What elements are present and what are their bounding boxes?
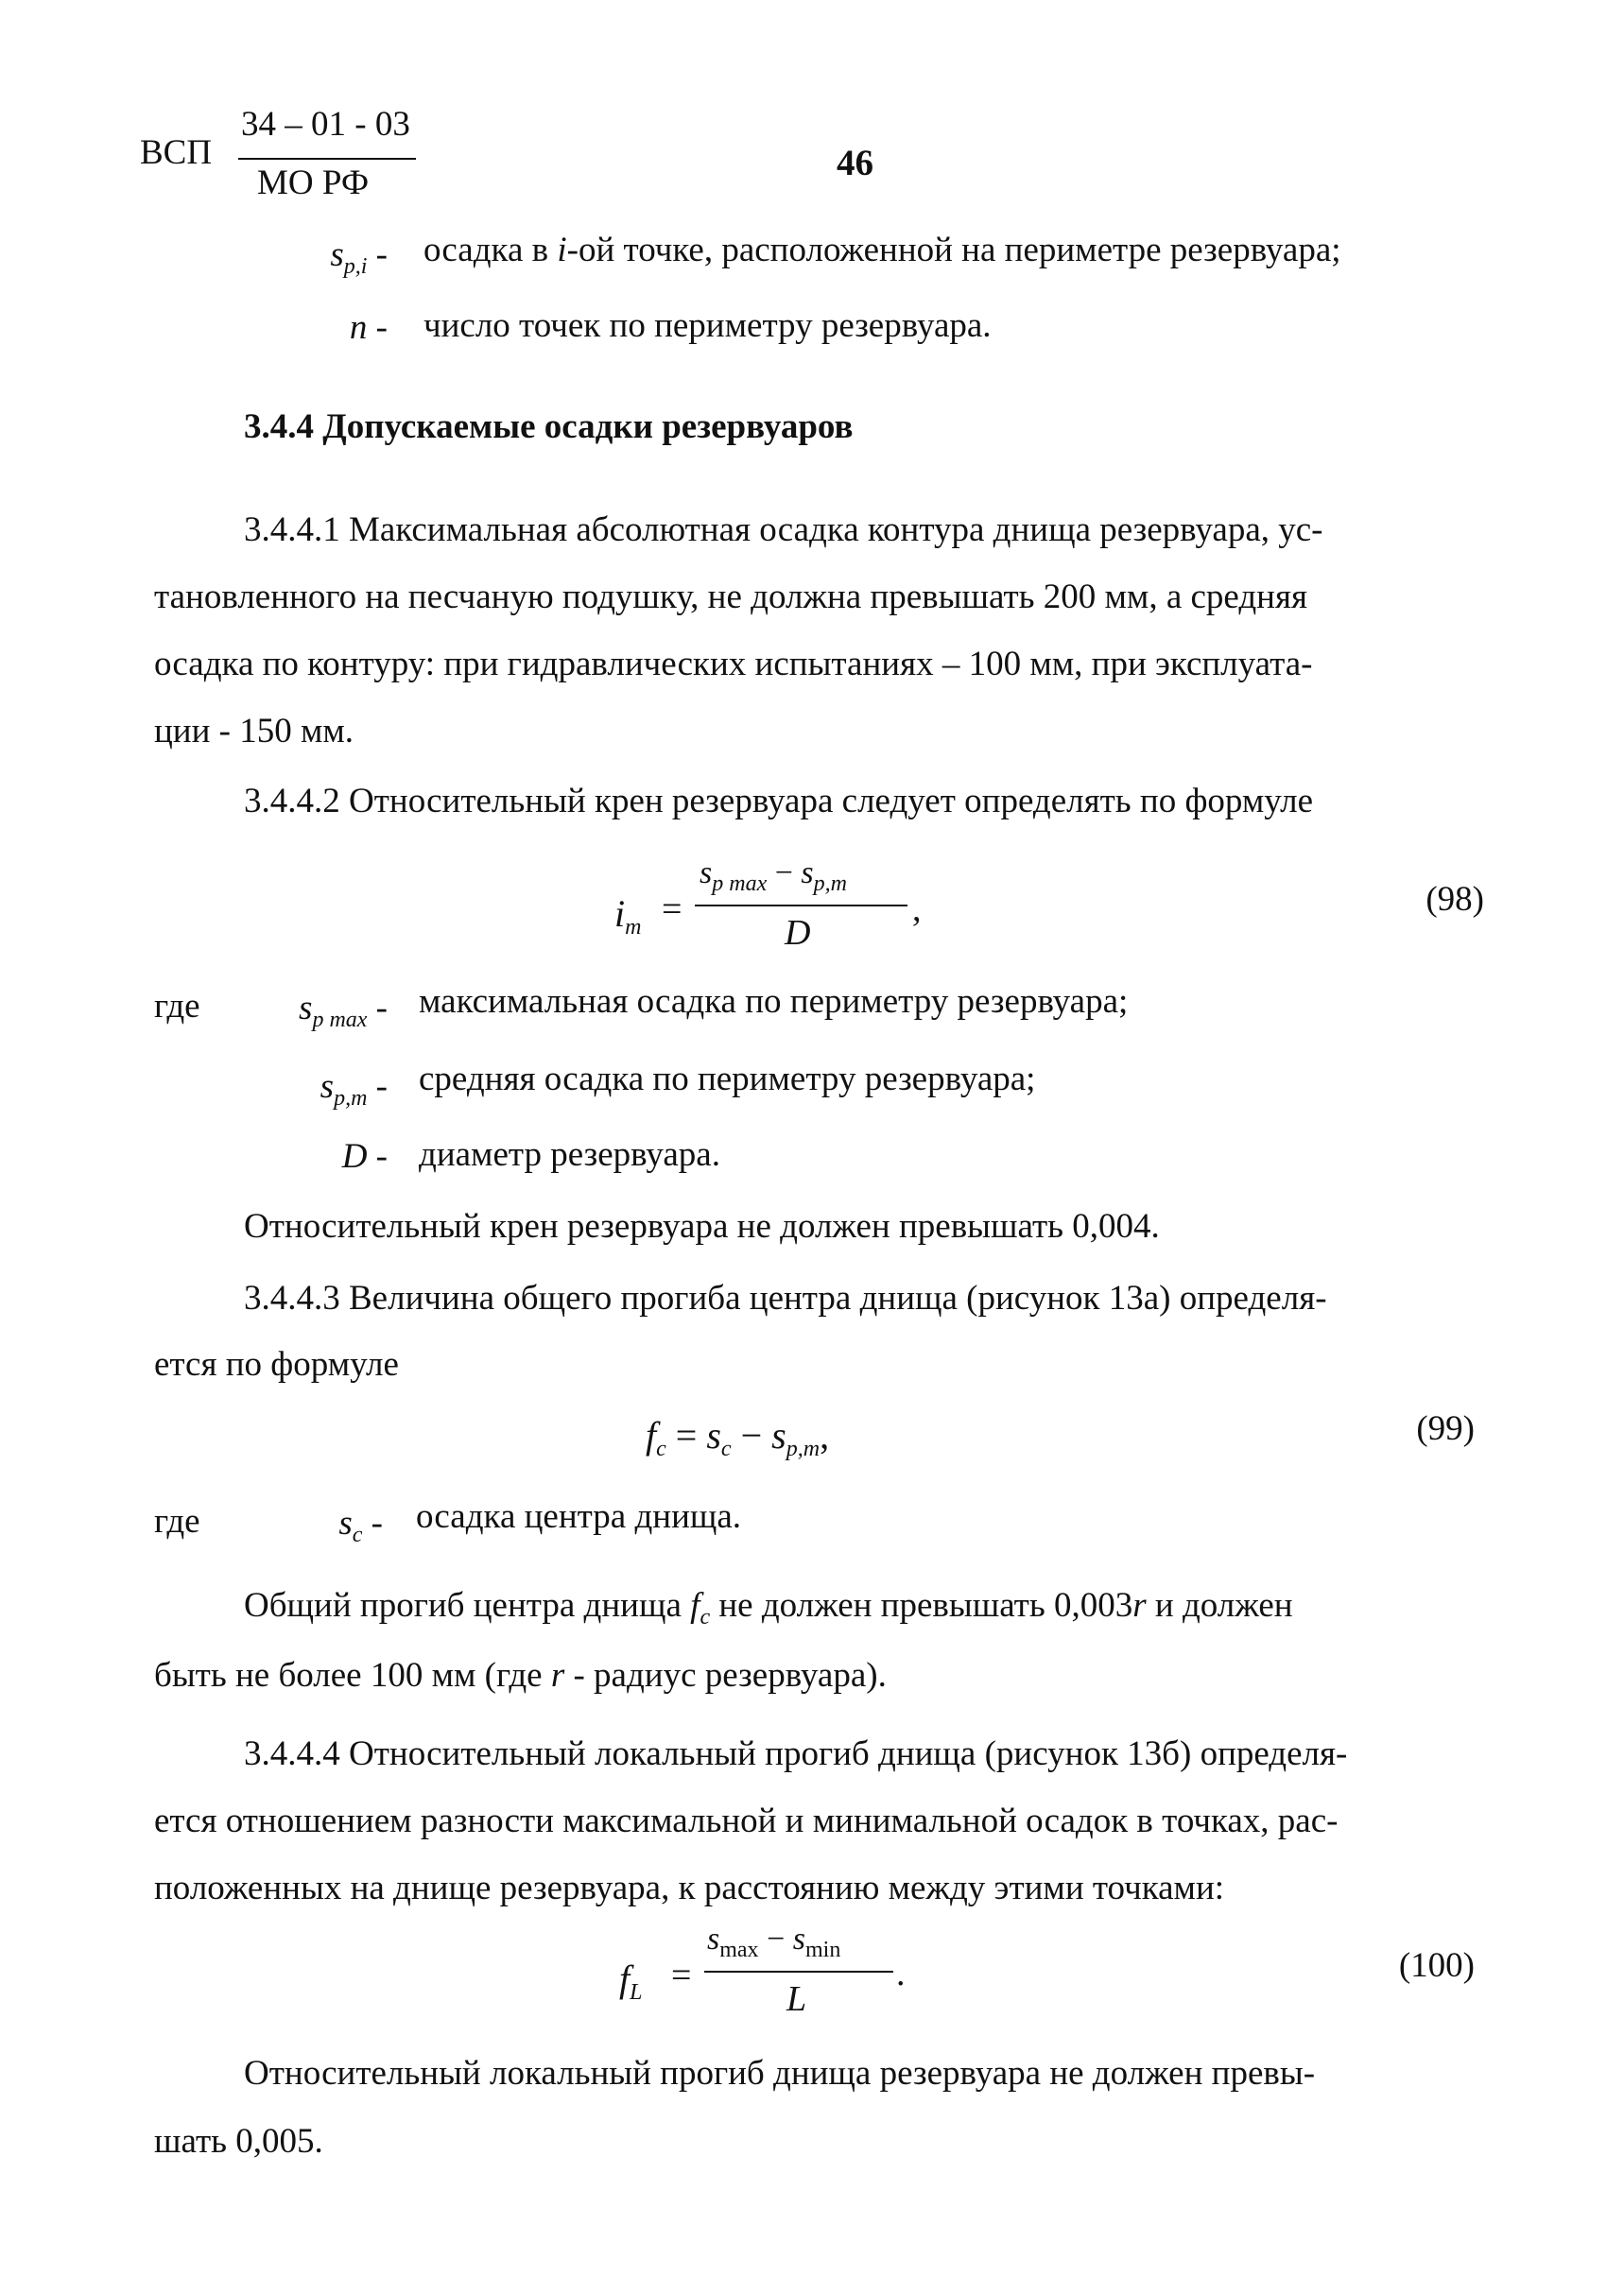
dash: - <box>375 1067 388 1106</box>
num-b-sub: min <box>804 1938 841 1962</box>
f100-numerator <box>707 1922 840 1963</box>
def-text-s-pi <box>423 230 1341 270</box>
f100-lhs <box>619 1957 642 2006</box>
p4-line2: ется по формуле <box>154 1345 399 1384</box>
p4-line1: 3.4.4.3 Величина общего прогиба центра днища (рисунок 13а) определя- <box>244 1279 1327 1318</box>
f100-denominator: L <box>786 1979 807 2019</box>
p1-line2: тановленного на песчаную подушку, не должна превышать 200 мм, а средняя <box>154 578 1308 616</box>
num-a-sub: p max <box>712 871 768 896</box>
p1-line3: осадка по контуру: при гидравлических испытаниях – 100 мм, при эксплуата- <box>154 645 1313 683</box>
text-part: -ой точке, расположенной на периметре резервуара; <box>566 231 1341 269</box>
subscript: p max <box>312 1008 368 1032</box>
dash: - <box>375 1137 388 1176</box>
num-b: s <box>801 855 814 890</box>
f98-eq: = <box>662 889 682 929</box>
def-symbol-n <box>284 307 388 348</box>
num-b-sub: p,m <box>813 871 847 896</box>
page-number: 46 <box>837 143 873 183</box>
f100-number: (100) <box>1398 1946 1475 1985</box>
def98-symbol-pm <box>236 1066 388 1112</box>
dash: - <box>375 235 388 274</box>
def98-text-pmax: максимальная осадка по периметру резервуара; <box>419 982 1129 1021</box>
section-title: 3.4.4 Допускаемые осадки резервуаров <box>244 407 854 446</box>
b: s <box>771 1414 786 1457</box>
minus: − <box>767 1922 786 1957</box>
p1-line1: 3.4.4.1 Максимальная абсолютная осадка контура днища резервуара, ус- <box>244 510 1323 549</box>
subscript: p,i <box>343 254 368 279</box>
def98-text-D: диаметр резервуара. <box>419 1135 720 1174</box>
symbol-r: r <box>550 1656 565 1695</box>
def-symbol-s-pi <box>284 234 388 280</box>
symbol-f: f <box>690 1586 700 1625</box>
f98-fraction-line <box>695 905 907 906</box>
p7-line1: Относительный локальный прогиб днища резервуара не должен превы- <box>244 2054 1316 2093</box>
text-part: - радиус резервуара). <box>564 1656 887 1695</box>
subscript: c <box>352 1523 363 1547</box>
lhs: f <box>646 1414 657 1457</box>
lhs-sub: c <box>656 1437 666 1461</box>
f100-eq: = <box>671 1956 692 1995</box>
subscript: p,m <box>334 1086 368 1111</box>
f98-number: (98) <box>1425 880 1484 919</box>
def-text-n: число точек по периметру резервуара. <box>423 306 992 345</box>
minus: − <box>774 855 793 890</box>
text-part: Общий прогиб центра днища <box>244 1586 691 1625</box>
dash: - <box>371 1504 383 1543</box>
def98-symbol-D <box>236 1136 388 1177</box>
p6-line1: 3.4.4.4 Относительный локальный прогиб днища (рисунок 13б) определя- <box>244 1734 1348 1773</box>
f100-fraction-line <box>704 1971 893 1973</box>
def99-text-sc: осадка центра днища. <box>416 1497 742 1536</box>
header-numerator: 34 – 01 - 03 <box>241 105 410 144</box>
eq: = <box>675 1414 698 1457</box>
num-b: s <box>792 1922 805 1957</box>
where-label-2: где <box>154 1502 200 1541</box>
num-a: s <box>707 1922 720 1957</box>
text-italic-i: i <box>557 231 567 269</box>
header-fraction-line <box>238 158 416 160</box>
text-part: быть не более 100 мм (где <box>154 1656 551 1695</box>
where-label-1: где <box>154 987 200 1026</box>
subscript: c <box>700 1605 711 1630</box>
dash: - <box>375 989 388 1027</box>
f98-denominator: D <box>785 913 811 953</box>
f100-tail: . <box>896 1954 906 1993</box>
f98-tail: , <box>912 889 922 929</box>
minus: − <box>740 1414 763 1457</box>
f99-number: (99) <box>1416 1409 1475 1448</box>
p6-line3: положенных на днище резервуара, к расстоянию между этими точками: <box>154 1869 1225 1907</box>
p7-line2: шать 0,005. <box>154 2122 323 2161</box>
symbol: s <box>320 1067 335 1106</box>
dash: - <box>375 308 388 347</box>
p5-line2 <box>154 1642 887 1709</box>
symbol: s <box>330 235 344 274</box>
f98-numerator <box>700 855 847 897</box>
text-part: не должен превышать 0,003 <box>710 1586 1133 1625</box>
text-part: и должен <box>1146 1586 1293 1625</box>
f99-expression <box>646 1413 829 1462</box>
a-sub: c <box>720 1437 732 1461</box>
p5-line1 <box>244 1572 1293 1651</box>
p3-line1: Относительный крен резервуара не должен превышать 0,004. <box>244 1207 1160 1246</box>
symbol: s <box>299 989 313 1027</box>
lhs: f <box>619 1958 631 2000</box>
symbol: s <box>338 1504 353 1543</box>
def98-symbol-pmax <box>236 988 388 1033</box>
header-prefix: ВСП <box>140 133 213 172</box>
p6-line2: ется отношением разности максимальной и минимальной осадок в точках, рас- <box>154 1802 1339 1840</box>
b-sub: p,m <box>786 1437 821 1461</box>
header-denominator: МО РФ <box>257 164 370 202</box>
def99-symbol-sc <box>236 1503 383 1548</box>
symbol: D <box>341 1137 368 1176</box>
tail: , <box>820 1414 830 1457</box>
def98-text-pm: средняя осадка по периметру резервуара; <box>419 1060 1036 1098</box>
num-a: s <box>700 855 713 890</box>
symbol: n <box>349 308 368 347</box>
num-a-sub: max <box>719 1938 759 1962</box>
p1-line4: ции - 150 мм. <box>154 712 354 750</box>
lhs-sub: m <box>625 915 642 940</box>
text-part: осадка в <box>423 231 558 269</box>
lhs: i <box>614 892 626 935</box>
symbol-r: r <box>1132 1586 1147 1625</box>
a: s <box>706 1414 721 1457</box>
p2-line1: 3.4.4.2 Относительный крен резервуара следует определять по формуле <box>244 782 1314 820</box>
lhs-sub: L <box>630 1980 643 2005</box>
f98-lhs <box>614 891 641 940</box>
